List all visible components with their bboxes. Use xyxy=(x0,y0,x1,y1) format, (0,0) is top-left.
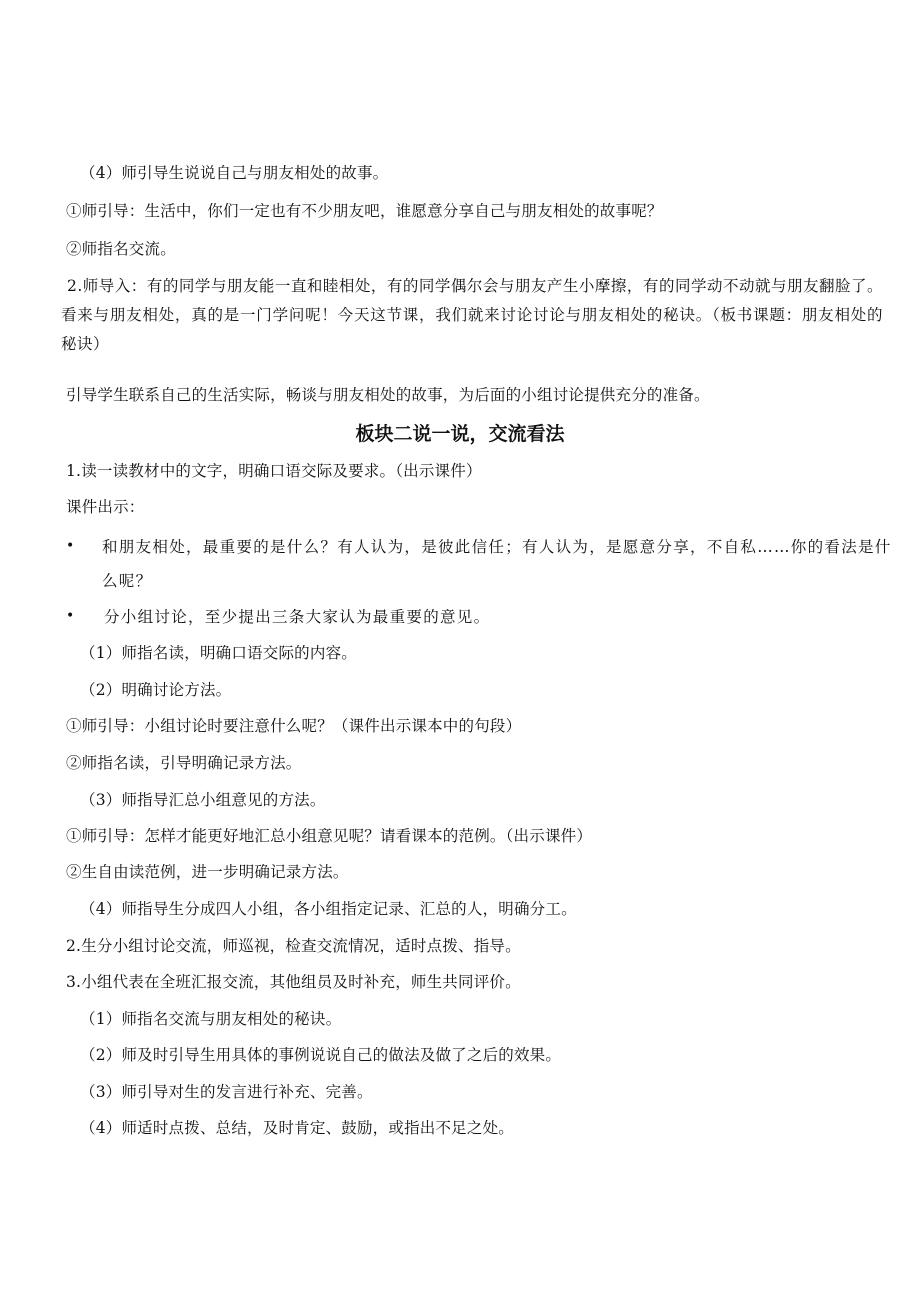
step-2-method: （2）明确讨论方法。 xyxy=(80,681,232,699)
teacher-guide-example: ①师引导：怎样才能更好地汇总小组意见呢？请看课本的范例。（出示课件） xyxy=(66,827,593,845)
item-1-read-text: 1.读一读教材中的文字，明确口语交际及要求。（出示课件） xyxy=(66,462,482,480)
courseware-label: 课件出示： xyxy=(66,498,145,516)
bullet-dot: • xyxy=(66,608,75,624)
bullet-dot: • xyxy=(66,538,75,554)
item-2-group-discussion: 2.生分小组讨论交流，师巡视，检查交流情况，适时点拨、指导。 xyxy=(66,937,521,955)
teacher-guide-record: ②师指名读，引导明确记录方法。 xyxy=(66,754,302,772)
step-3-summarize: （3）师指导汇总小组意见的方法。 xyxy=(80,791,326,809)
teacher-guide-attention: ①师引导：小组讨论时要注意什么呢？（课件出示课本中的句段） xyxy=(66,717,522,735)
section-heading: 板块二说一说，交流看法 xyxy=(355,423,565,445)
step-4-groups: （4）师指导生分成四人小组，各小组指定记录、汇总的人，明确分工。 xyxy=(80,900,577,918)
sub-step-2: （2）师及时引导生用具体的事例说说自己的做法及做了之后的效果。 xyxy=(80,1046,562,1064)
teacher-name-exchange: ②师指名交流。 xyxy=(66,240,176,258)
sub-step-3: （3）师引导对生的发言进行补充、完善。 xyxy=(80,1083,373,1101)
step-1-read: （1）师指名读，明确口语交际的内容。 xyxy=(80,644,357,662)
step-4-share-stories: （4）师引导生说说自己与朋友相处的故事。 xyxy=(80,164,389,182)
bullet-text: 分小组讨论，至少提出三条大家认为最重要的意见。 xyxy=(104,608,491,626)
teacher-introduction-paragraph: 2.师导入：有的同学与朋友能一直和睦相处，有的同学偶尔会与朋友产生小摩擦，有的同学动不动就与朋友翻脸了。看来与朋友相处，真的是一门学问呢！今天这节课，我们就来讨论讨论与朋友相处的秘诀。（板书课题：朋友相处的秘诀） xyxy=(61,277,883,353)
teacher-guide-question: ①师引导：生活中，你们一定也有不少朋友吧，谁愿意分享自己与朋友相处的故事呢？ xyxy=(66,202,663,220)
sub-step-1: （1）师指名交流与朋友相处的秘诀。 xyxy=(80,1010,342,1028)
sub-step-4: （4）师适时点拨、总结，及时肯定、鼓励，或指出不足之处。 xyxy=(80,1119,514,1137)
item-3-report: 3.小组代表在全班汇报交流，其他组员及时补充，师生共同评价。 xyxy=(66,973,521,991)
student-read-example: ②生自由读范例，进一步明确记录方法。 xyxy=(66,863,349,881)
design-intent-note: 引导学生联系自己的生活实际，畅谈与朋友相处的故事，为后面的小组讨论提供充分的准备。 xyxy=(66,386,710,404)
bullet-text: 和朋友相处，最重要的是什么？有人认为，是彼此信任；有人认为，是愿意分享，不自私……你的看法是什么呢？ xyxy=(102,538,892,590)
